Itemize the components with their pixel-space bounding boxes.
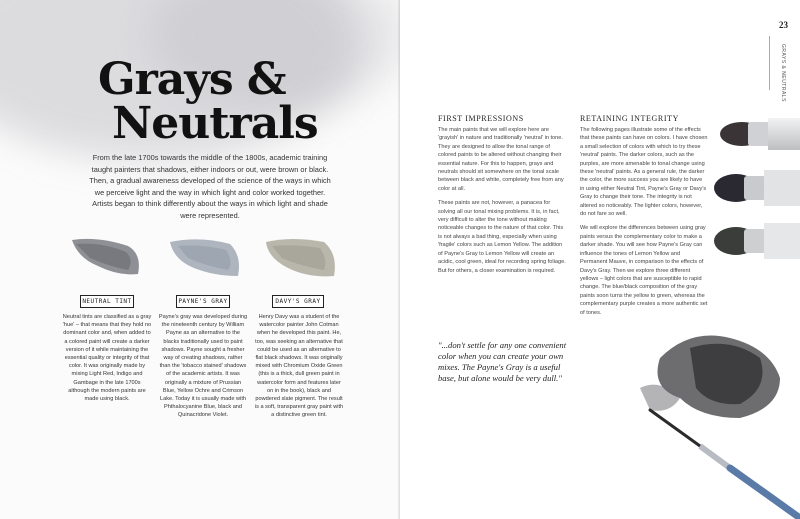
- paint-tube-top: [718, 112, 800, 156]
- retaining-integrity-paragraph-2: We will explore the differences between using gray paints versus the complementary color to make a darker shade. You will see how Payne's Gray can influence the tones of Lemon Yellow and Permanent Mauve, in comparison to the effects of Davy's Gray. Then we explore three different yellows – light colors that are susceptible to rapid change. The blue/black composition of the gray paints soon turns the yellow to green, whereas the complementary purple creates a more authentic set of tones.: [580, 225, 708, 316]
- davys-gray-label: DAVY'S GRAY: [272, 295, 324, 308]
- page-number: 23: [779, 20, 788, 30]
- paint-tube-middle: [712, 164, 800, 212]
- running-head-rule: [769, 36, 770, 90]
- first-impressions-body: [438, 126, 566, 281]
- retaining-integrity-heading: RETAINING INTEGRITY: [580, 114, 679, 123]
- title-line-1: Grays &: [98, 54, 286, 105]
- davys-gray-description: Henry Davy was a student of the watercolor painter John Cotman when he developed this paint. He, too, was seeking an alternative that could be used as an alternative to flat black shadows. It was originally mixed with Chromium Oxide Green (this is a thick, dull green paint in watercolor form and features later on in the book), black and powdered slate pigment. The result is a soft, transparent gray paint with a distinctive green tint.: [254, 314, 344, 419]
- retaining-integrity-body: [580, 126, 708, 323]
- neutral-tint-label: NEUTRAL TINT: [80, 295, 134, 308]
- neutral-tint-description: Neutral tints are classified as a gray 'hue' – that means that they hold no dominant color and, when added to a colored paint will create a darker version of it while maintaining the essential quality or integrity of that color. It was originally made by mixing Light Red, Indigo and Gambage in the late 1700s although the modern paints are made using black.: [62, 314, 152, 403]
- neutral-tint-swatch: [68, 236, 146, 280]
- running-head: GRAYS & NEUTRALS: [780, 44, 786, 102]
- first-impressions-paragraph-1: The main paints that we will explore here are 'grayish' in nature and traditionally 'neutral' in tone. They are designed to allow the tonal range of colored paints to be altered without changing their essential nature. For this to happen, grays and neutrals should sit somewhere on the tonal scale between black and white, completely free from any color at all.: [438, 127, 564, 192]
- paynes-gray-swatch: [166, 236, 244, 280]
- paynes-gray-description: Payne's gray was developed during the nineteenth century by William Payne as an alternative to the blacks traditionally used to paint shadows. Payne sought a fresher way of creating shadows, rather than the 'tobacco stained' shadows of the academic artists. It was originally a mixture of Prussian Blue, Yellow Ochre and Crimson Lake. Today it is usually made with Phthalocyanine Blue, black and Quinacridone Violet.: [158, 314, 248, 419]
- paynes-gray-label: PAYNE'S GRAY: [176, 295, 230, 308]
- pull-quote: "...don't settle for any one convenient color when you can create your own mixes. The Payne's Gray is a useful base, but alone would be very dull.": [438, 340, 567, 383]
- title-line-2: Neutrals: [112, 98, 318, 149]
- right-page: [400, 0, 800, 519]
- first-impressions-paragraph-2: These paints are not, however, a panacea for solving all our tonal mixing problems. It is, in fact, very difficult to alter the tone without making noticeable changes to the nature of that color. This is not always a bad thing, especially when using 'fragile' colors such as Lemon Yellow. The addition of Payne's Gray to Lemon Yellow will create an acidic, cool green, ideal for recording spring foliage. But for others, a closer examination is required.: [438, 200, 566, 274]
- intro-paragraph: From the late 1700s towards the middle of the 1800s, academic training taught painters that shadows, either indoors or out, were brown or black. Then, a gradual awareness developed of the science of the ways in which we perceive light and the way in which light and color worked together. Artists began to think differently about the ways in which light and shade were represented.: [89, 153, 331, 220]
- first-impressions-heading: FIRST IMPRESSIONS: [438, 114, 524, 123]
- paintbrush-icon: [640, 400, 800, 519]
- page-title: [98, 54, 318, 149]
- paint-tube-bottom: [712, 218, 800, 264]
- retaining-integrity-paragraph-1: The following pages illustrate some of the effects that these paints can have on colors. I have chosen a small selection of colors with which to try these 'neutral' paints. The darker colors, such as the purples, are more amenable to tonal change using these 'neutral' paints. As a general rule, the darker the color, the more success you are likely to have in using either Neutral Tint, Payne's Gray or Davy's Gray to change their tone. The integrity is not altered so noticeably. The lighter colors, however, do not fare so well.: [580, 127, 708, 218]
- davys-gray-swatch: [262, 236, 340, 280]
